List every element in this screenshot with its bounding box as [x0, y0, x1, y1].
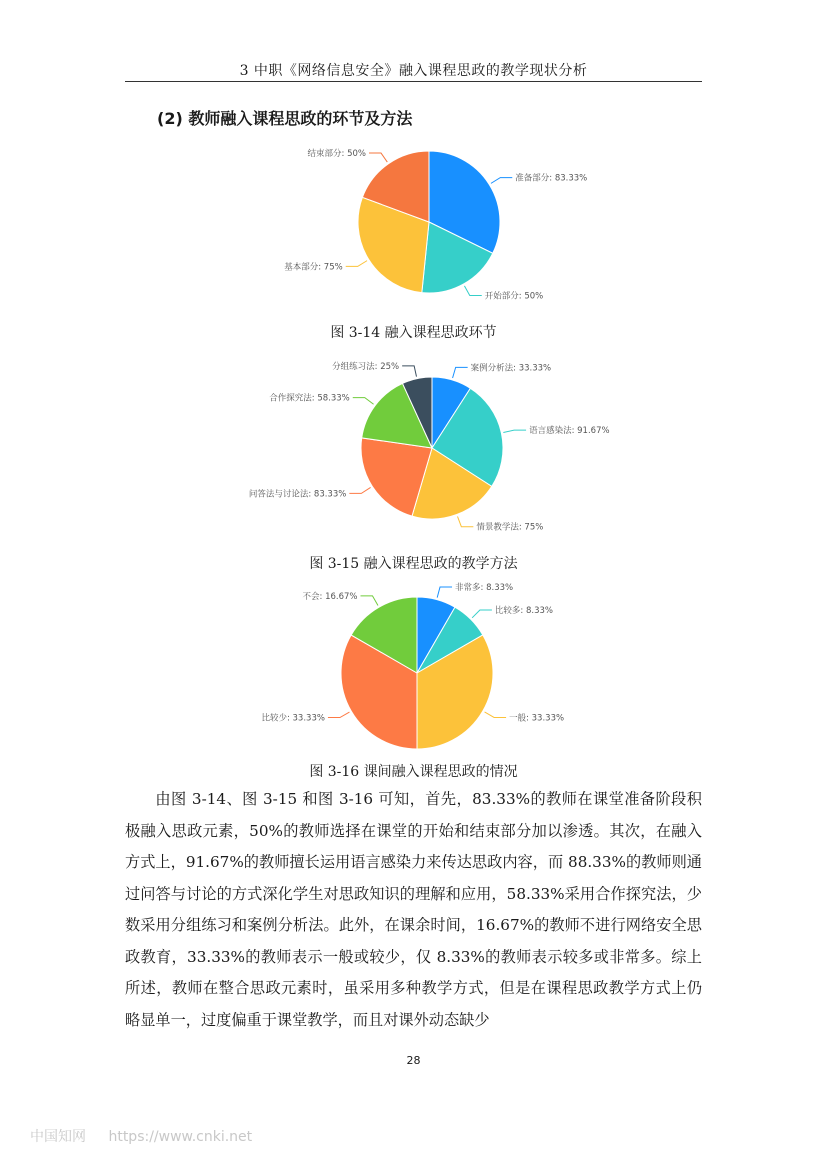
running-header: 3 中职《网络信息安全》融入课程思政的教学现状分析 — [239, 63, 588, 79]
pie-label: 一般: 33.33% — [509, 713, 565, 724]
pie-chart-fig-3-16 — [0, 575, 827, 755]
pie-label: 基本部分: 75% — [284, 262, 343, 273]
caption-fig-3-15: 图 3-15 融入课程思政的教学方法 — [309, 556, 518, 572]
pie-leader-line — [369, 153, 387, 162]
watermark-url: https://www.cnki.net — [108, 1129, 253, 1145]
pie-label: 合作探究法: 58.33% — [269, 393, 350, 404]
pie-leader-line — [503, 430, 526, 432]
pie-leader-line — [353, 398, 374, 405]
pie-label: 不会: 16.67% — [302, 591, 358, 602]
pie-label: 非常多: 8.33% — [455, 583, 514, 594]
watermark — [30, 1126, 252, 1146]
pie-leader-line — [464, 286, 481, 296]
pie-leader-line — [472, 610, 492, 618]
pie-label: 准备部分: 83.33% — [515, 173, 588, 184]
pie-leader-line — [328, 712, 350, 718]
pie-leader-line — [360, 596, 378, 606]
pie-label: 情景教学法: 75% — [476, 522, 544, 533]
body-text — [125, 784, 702, 1036]
pie-chart-fig-3-14 — [0, 140, 827, 315]
pie-leader-line — [458, 516, 474, 526]
pie-label: 开始部分: 50% — [484, 291, 544, 302]
caption-fig-3-16: 图 3-16 课间融入课程思政的情况 — [309, 764, 518, 780]
watermark-brand: 中国知网 — [30, 1129, 86, 1145]
pie-label: 比较少: 33.33% — [261, 713, 325, 724]
pie-label: 比较多: 8.33% — [494, 606, 553, 617]
pie-leader-line — [485, 712, 507, 717]
pie-label: 语言感染法: 91.67% — [529, 426, 610, 437]
pie-leader-line — [453, 367, 468, 378]
section-title: (2) 教师融入课程思政的环节及方法 — [157, 109, 413, 128]
pie-leader-line — [346, 261, 367, 267]
caption-fig-3-14: 图 3-14 融入课程思政环节 — [330, 325, 497, 341]
body-paragraph: 由图 3-14、图 3-15 和图 3-16 可知，首先，83.33%的教师在课堂准备阶段积极融入思政元素，50%的教师选择在课堂的开始和结束部分加以渗透。其次，在融入方式上，91.67%的教师擅长运用语言感染力来传达思政内容，而 88.33%的教师则通过问答与讨论的方式深化学生对思政知识的理解和应用，58.33%采用合作探究法，少数采用分组练习和案例分析法。此外，在课余时间，16.67%的教师不进行网络安全思政教育，33.33%的教师表示一般或较少，仅 8.33%的教师表示较多或非常多。综上所述，教师在整合思政元素时，虽采用多种教学方式，但是在课程思政教学方式上仍略显单一，过度偏重于课堂教学，而且对课外动态缺少 — [125, 790, 702, 1029]
pie-label: 案例分析法: 33.33% — [470, 363, 552, 374]
pie-leader-line — [402, 366, 416, 377]
pie-label: 分组练习法: 25% — [332, 361, 400, 372]
pie-leader-line — [437, 587, 452, 598]
pie-chart-fig-3-15 — [0, 352, 827, 547]
pie-label: 结束部分: 50% — [307, 149, 367, 160]
header-rule — [125, 81, 702, 82]
pie-leader-line — [349, 487, 370, 493]
page-number: 28 — [406, 1054, 421, 1067]
pie-leader-line — [491, 178, 512, 184]
pie-label: 问答法与讨论法: 83.33% — [248, 489, 347, 500]
